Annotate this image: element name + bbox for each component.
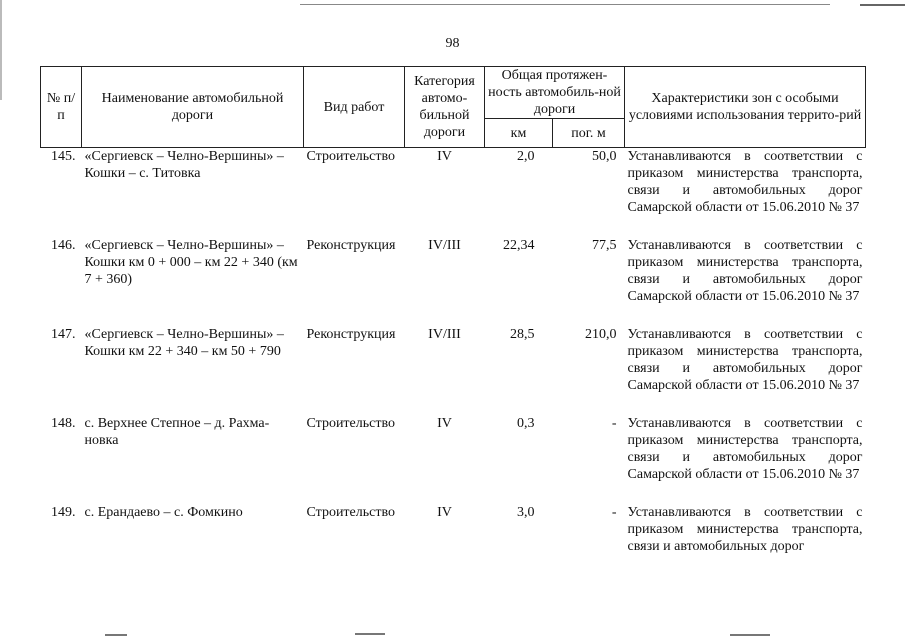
row-num: 145.: [51, 149, 76, 164]
header-category: Категория автомо-бильной дороги: [405, 67, 485, 148]
row-road-name: с. Верхнее Степное – д. Рахма-новка: [84, 416, 270, 448]
header-pog-m: пог. м: [553, 119, 625, 148]
row-num: 148.: [51, 416, 76, 431]
row-work-type: Строительство: [306, 416, 395, 431]
row-category: IV: [437, 416, 452, 431]
row-characteristics: Устанавливаются в соответствии с приказом министерства транспорта, связи и автомобильных дорог Самарской области от 15.06.2010 № 37: [627, 149, 863, 215]
row-work-type: Строительство: [306, 149, 395, 164]
header-km: км: [485, 119, 553, 148]
table-row: [41, 326, 866, 415]
row-km: 2,0: [517, 149, 535, 164]
row-pog-m: 210,0: [585, 327, 617, 342]
header-num: № п/п: [41, 67, 82, 148]
row-road-name: «Сергиевск – Челно-Вершины» – Кошки км 0 + 000 – км 22 + 340 (км 7 + 360): [84, 238, 298, 287]
table-row: [41, 415, 866, 504]
scan-artifact-line: [300, 4, 830, 5]
header-work-type: Вид работ: [304, 67, 405, 148]
row-work-type: Реконструкция: [306, 238, 396, 253]
row-road-name: с. Ерандаево – с. Фомкино: [84, 505, 243, 520]
scan-noise: [355, 633, 385, 635]
scan-artifact-mark: [860, 4, 905, 6]
row-category: IV: [437, 149, 452, 164]
header-characteristics: Характеристики зон с особыми условиями использования террито-рий: [625, 67, 866, 148]
row-num: 149.: [51, 505, 76, 520]
page-number: 98: [445, 36, 460, 51]
row-km: 22,34: [503, 238, 535, 253]
table-body: [41, 148, 866, 577]
header-road-name: Наименование автомобильной дороги: [82, 67, 304, 148]
row-category: IV/III: [428, 238, 461, 253]
row-pog-m: -: [611, 505, 617, 520]
row-characteristics: Устанавливаются в соответствии с приказом министерства транспорта, связи и автомобильных дорог Самарской области от 15.06.2010 № 37: [627, 416, 863, 482]
row-num: 147.: [51, 327, 76, 342]
row-km: 3,0: [517, 505, 535, 520]
table-row: [41, 504, 866, 576]
scan-noise: [730, 634, 770, 636]
row-work-type: Реконструкция: [306, 327, 396, 342]
row-pog-m: 50,0: [592, 149, 617, 164]
table-header: [41, 67, 866, 148]
row-pog-m: 77,5: [592, 238, 617, 253]
row-category: IV: [437, 505, 452, 520]
header-length: Общая протяжен-ность автомобиль-ной дороги: [485, 67, 625, 119]
row-road-name: «Сергиевск – Челно-Вершины» – Кошки – с. Титовка: [84, 149, 284, 181]
scan-noise: [105, 634, 127, 636]
table-row: [41, 237, 866, 326]
row-num: 146.: [51, 238, 76, 253]
row-characteristics: Устанавливаются в соответствии с приказом министерства транспорта, связи и автомобильных дорог Самарской области от 15.06.2010 № 37: [627, 238, 863, 304]
row-km: 0,3: [517, 416, 535, 431]
row-road-name: «Сергиевск – Челно-Вершины» – Кошки км 22 + 340 – км 50 + 790: [84, 327, 284, 359]
roads-table: [40, 66, 866, 576]
row-km: 28,5: [510, 327, 535, 342]
row-category: IV/III: [428, 327, 461, 342]
table-row: [41, 148, 866, 238]
row-characteristics: Устанавливаются в соответствии с приказом министерства транспорта, связи и автомобильных дорог Самарской области от 15.06.2010 № 37: [627, 327, 863, 393]
row-characteristics: Устанавливаются в соответствии с приказом министерства транспорта, связи и автомобильных дорог: [627, 505, 863, 554]
row-work-type: Строительство: [306, 505, 395, 520]
row-pog-m: -: [611, 416, 617, 431]
